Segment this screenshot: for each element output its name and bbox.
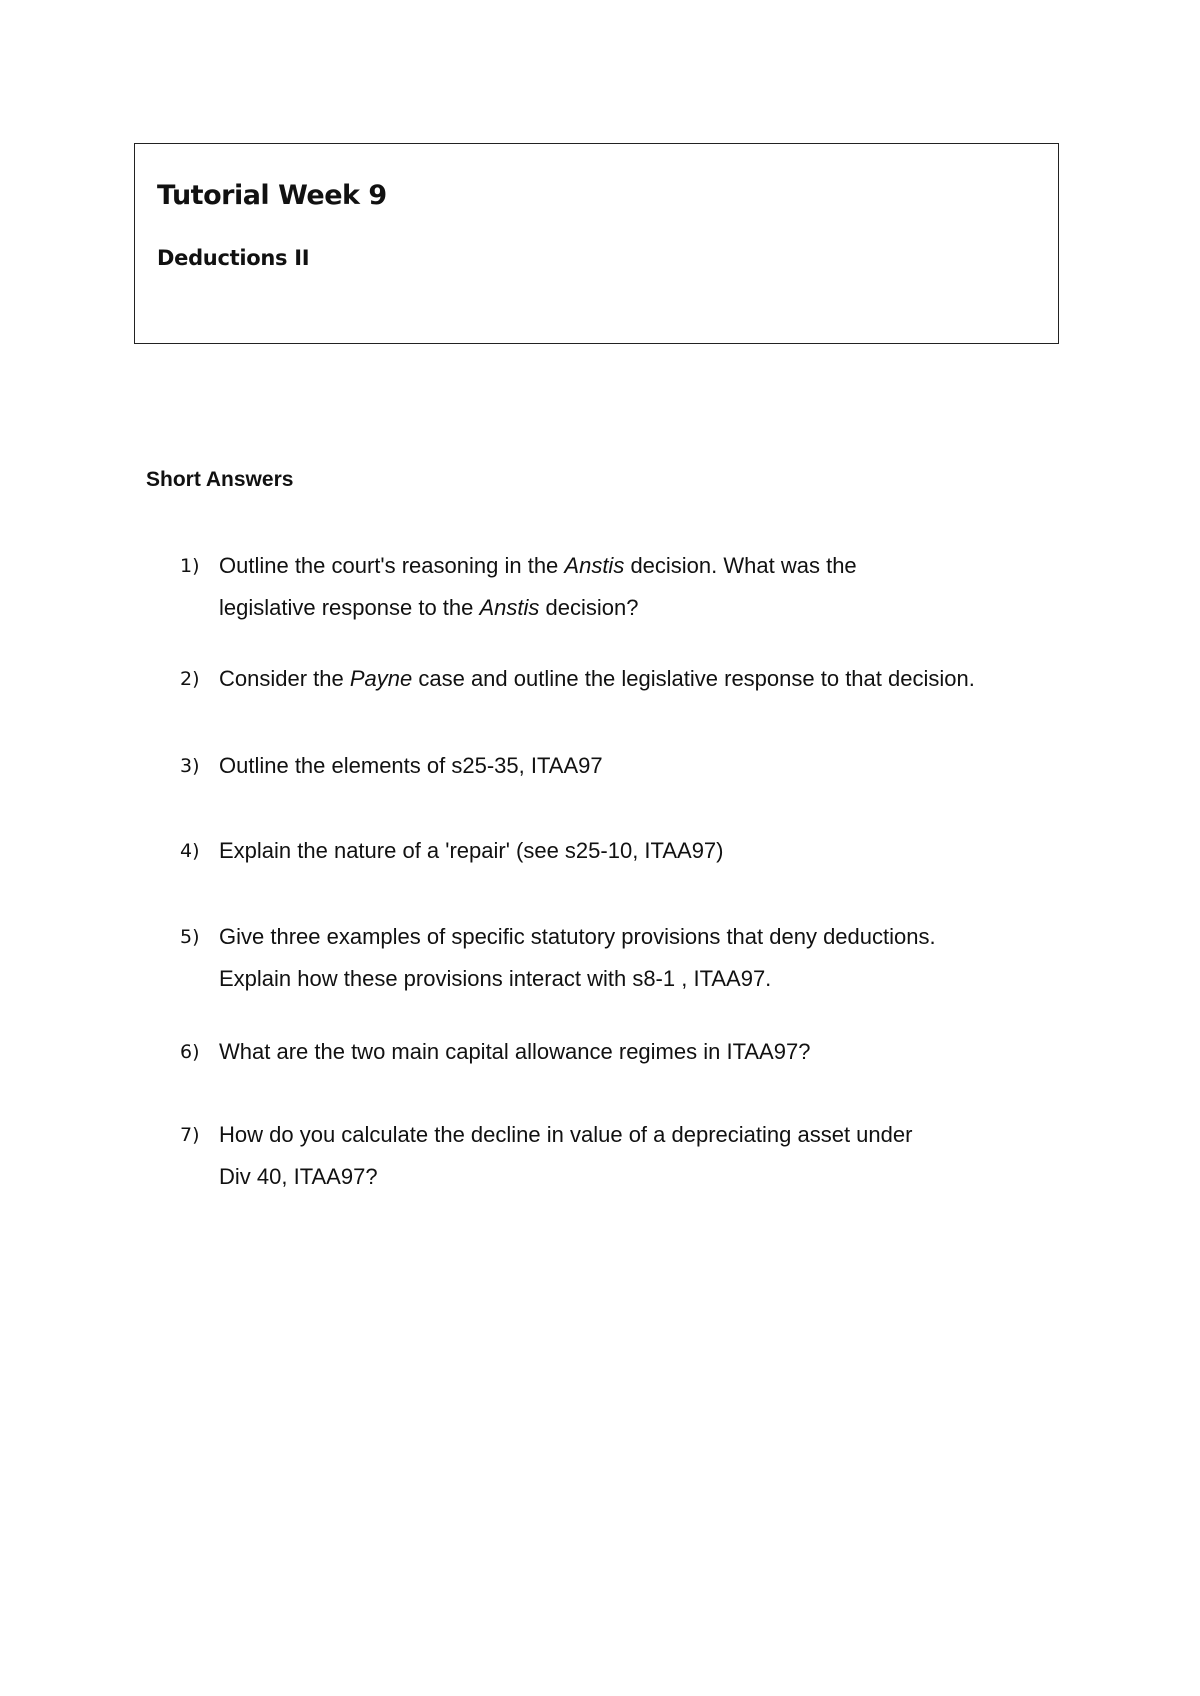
question-text [219,830,1079,872]
title-box [134,143,1059,344]
question-line: How do you calculate the decline in value of a depreciating asset under [219,1122,913,1147]
question-text [219,658,1079,700]
question-number: 3) [180,755,200,777]
case-name: Anstis [564,553,625,578]
question-text [219,1031,1079,1073]
page-title: Tutorial Week 9 [157,180,387,211]
question-number: 4) [180,840,200,862]
question-line: Consider the Payne case and outline the legislative response to that decision. [219,666,975,691]
question-text [219,545,1079,629]
question-number: 2) [180,668,200,690]
case-name: Payne [349,666,413,691]
question-line: legislative response to the Anstis decision? [219,595,639,620]
case-name: Anstis [479,595,540,620]
question-line: Div 40, ITAA97? [219,1164,378,1189]
question-line: What are the two main capital allowance regimes in ITAA97? [219,1039,811,1064]
question-number: 1) [180,555,200,577]
question-text [219,745,1079,787]
question-number: 6) [180,1041,200,1063]
question-number: 7) [180,1124,200,1146]
question-line: Outline the court's reasoning in the Anstis decision. What was the [219,553,857,578]
question-text [219,916,1079,1000]
question-line: Give three examples of specific statutory provisions that deny deductions. [219,924,936,949]
page-subtitle: Deductions II [157,246,310,270]
question-number: 5) [180,926,200,948]
question-text [219,1114,1079,1198]
question-line: Outline the elements of s25-35, ITAA97 [219,753,603,778]
question-line: Explain the nature of a 'repair' (see s25-10, ITAA97) [219,838,724,863]
question-line: Explain how these provisions interact with s8-1 , ITAA97. [219,966,772,991]
section-heading: Short Answers [146,468,294,491]
